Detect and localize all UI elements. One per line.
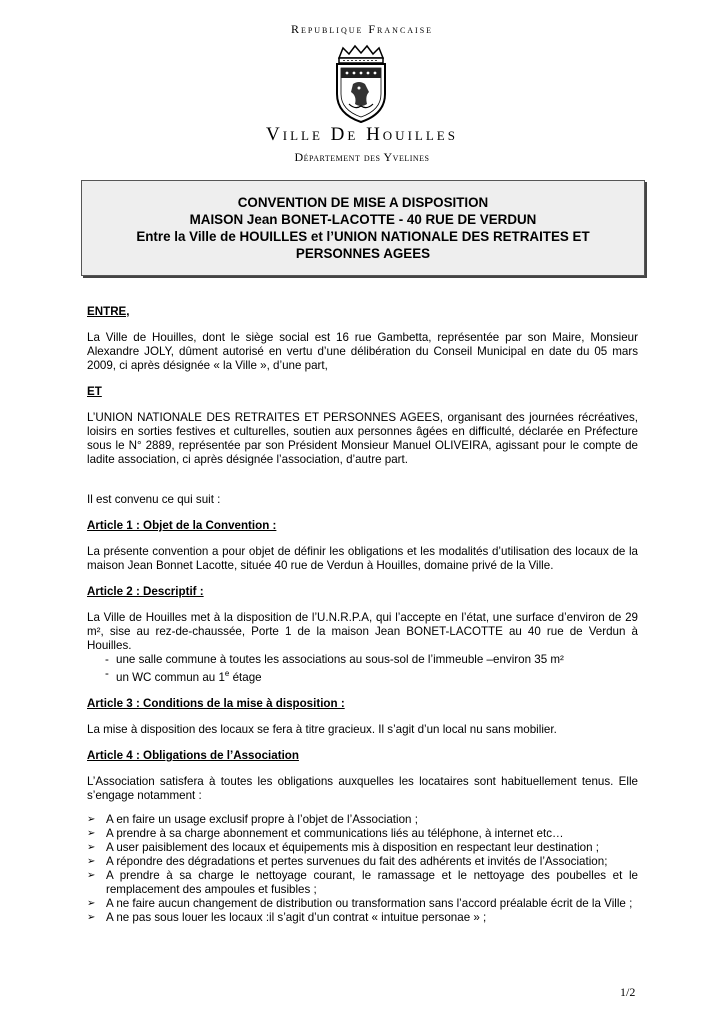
list-item-text: A user paisiblement des locaux et équipements mis à disposition en respectant leur destination ;: [106, 840, 600, 854]
dash-bullet: -: [105, 667, 109, 680]
list-item-text: A ne pas sous louer les locaux :il s’agit d’un contrat « intuitue personae » ;: [106, 910, 487, 924]
entre-heading: ENTRE,: [87, 305, 130, 318]
et-heading: ET: [87, 385, 102, 398]
list-item-text: une salle commune à toutes les associations au sous-sol de l’immeuble –environ 35 m²: [116, 653, 564, 666]
list-item: [87, 827, 638, 841]
article-2-list: [87, 653, 638, 685]
superscript: e: [224, 669, 230, 678]
article-3-heading: Article 3 : Conditions de la mise à disposition :: [87, 696, 345, 710]
list-item-text: A en faire un usage exclusif propre à l’objet de l’Association ;: [106, 812, 418, 826]
party-one-paragraph: La Ville de Houilles, dont le siège social est 16 rue Gambetta, représentée par son Maire, Monsieur Alexandre JOLY, dûment autorisé en vertu d’une délibération du Conseil Municipal en date du 05 mars 2009, ci après désignée « la Ville », d’une part,: [87, 331, 638, 372]
arrow-bullet-icon: ➢: [87, 841, 96, 853]
convention-title-box: [81, 180, 645, 276]
arrow-bullet-icon: ➢: [87, 855, 96, 867]
list-item: [87, 841, 638, 855]
list-item: [87, 855, 638, 869]
list-item: [87, 897, 638, 911]
list-item: [87, 869, 638, 897]
dash-bullet: -: [105, 653, 109, 666]
list-item: [87, 911, 638, 925]
article-2-heading: Article 2 : Descriptif :: [87, 585, 204, 598]
agreement-intro: Il est convenu ce qui suit :: [87, 493, 221, 506]
obligations-list: [87, 813, 638, 925]
article-2-text: La Ville de Houilles met à la disposition de l’U.N.R.P.A, qui l’accepte en l’état, une surface d’environ de 29 m², sise au rez-de-chaussée, Porte 1 de la maison Jean BONET-LACOTTE au 40 rue de Verdun à Houilles.: [87, 611, 638, 652]
list-item-text: A répondre des dégradations et pertes survenues du fait des adhérents et invités de l’Association;: [106, 854, 608, 868]
city-name: Ville De Houilles: [266, 124, 458, 145]
article-1-heading: Article 1 : Objet de la Convention :: [87, 519, 277, 532]
coat-of-arms-icon: [329, 44, 393, 124]
article-3-text: La mise à disposition des locaux se fera à titre gracieux. Il s’agit d’un local nu sans mobilier.: [87, 722, 557, 736]
arrow-bullet-icon: ➢: [87, 897, 96, 909]
arrow-bullet-icon: ➢: [87, 911, 96, 923]
title-line-2: MAISON Jean BONET-LACOTTE - 40 RUE DE VERDUN: [189, 212, 537, 227]
article-1-text: La présente convention a pour objet de définir les obligations et les modalités d’utilisation des locaux de la maison Jean Bonnet Lacotte, située 40 rue de Verdun à Houilles, domaine privé de la Ville.: [87, 545, 638, 572]
list-item-text: A prendre à sa charge abonnement et communications liés au téléphone, à internet etc…: [106, 826, 564, 840]
list-item-text-end: étage: [229, 670, 262, 684]
list-item: [87, 653, 638, 667]
list-item-text: A ne faire aucun changement de distribution ou transformation sans l’accord préalable écrit de la Ville ;: [106, 896, 633, 910]
list-item: [87, 667, 638, 685]
article-4-heading: Article 4 : Obligations de l’Association: [87, 748, 299, 762]
page-number: 1/2: [620, 985, 636, 999]
arrow-bullet-icon: ➢: [87, 827, 96, 839]
document-body: [87, 305, 638, 925]
list-item-text: A prendre à sa charge le nettoyage courant, le ramassage et le nettoyage des poubelles et le remplacement des ampoules et fusibles ;: [106, 868, 638, 896]
title-line-3: Entre la Ville de HOUILLES et l’UNION NATIONALE DES RETRAITES ET: [136, 229, 590, 244]
list-item: [87, 813, 638, 827]
arrow-bullet-icon: ➢: [87, 869, 96, 881]
title-line-4: PERSONNES AGEES: [295, 246, 431, 261]
arrow-bullet-icon: ➢: [87, 813, 96, 825]
republic-heading: Republique Francaise: [290, 22, 434, 36]
department-name: Département des Yvelines: [294, 150, 430, 164]
party-two-paragraph: L’UNION NATIONALE DES RETRAITES ET PERSONNES AGEES, organisant des journées récréatives, loisirs en sorties festives et culturelles, soutien aux personnes âgées en difficulté, déclarée en Préfecture sous le N° 2889, représentée par son Président Monsieur Manuel OLIVEIRA, agissant pour le compte de ladite association, ci après désignée l’association, d’autre part.: [87, 411, 638, 466]
list-item-text: un WC commun au 1: [116, 670, 225, 684]
title-line-1: CONVENTION DE MISE A DISPOSITION: [237, 195, 489, 210]
article-4-text: L’Association satisfera à toutes les obligations auxquelles les locataires sont habituellement tenus. Elle s’engage notamment :: [87, 774, 638, 802]
